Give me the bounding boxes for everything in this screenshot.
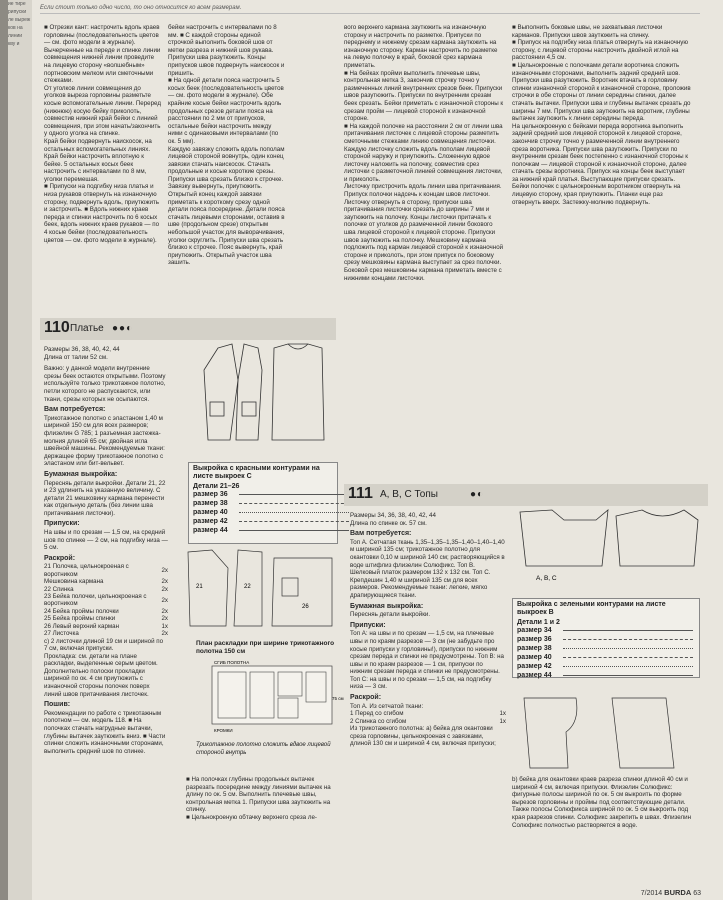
text-column-1-top: ■ Отрезки кант: настрочить вдоль краев горловины (последовательность цветов — см. фото модели в журнале). Вычерченные на переде и спинке линии совмещения нижней линии проведите на лицевую сторону «волшебным» портновским мелком или сметочными стежками. От уголков линии совмещения до уголков выреза горловины разметьте косые вспомогательные линии. Переред (нижнюю) косую бейку приколоть, совместив нижний край бейки с линией совмещения, при этом начать/закончить у одного уголка на спинке. Край бейки подвернуть наискосок, на остальных вспомогательных линиях. Край бейки настрочить вплотную к бейке. 5 остальных косых беек настрочить с интервалами по 8 мм, уголки перемешая. ■ Припуски на подгибку низа платья и низа рукавов отвернуть на изнаночную сторону, подвернуть вдоль, приутюжить и застрочить. ■ Вдоль нижних краев переда и спинки настрочить по 6 косых беек, вдоль нижних краев рукавов — по 4 косые бейки (последовательность цветов — см. фото модели в журнале). [44,24,161,244]
layout-plan-diagram [190,660,344,738]
size-42-line: размер 42 [193,517,333,526]
text-column-4-bottom: b) бейка для окантовки краев разреза спинки длиной 40 см и шириной 4 см, включая припуски. Флизелин Солюфикс: фигурные полосы шириной по ок. 5 см выкроить по форме вырезов горловины и проймы под соответствующие детали. Также полосы Солюфикса шириной по ок. 5 см выкроить под края разрезов спинки. Солюфикс закрепить в швах. Флизелин Солюфикс полностью растворяется в воде. [512,776,692,829]
pattern-pieces-drawing [182,548,340,628]
running-header: Если стоит только одно число, то оно относится ко всем размерам. [40,5,700,14]
svg-text:22: 22 [244,584,251,590]
model-110-instructions: Размеры 36, 38, 40, 42, 44 Длина от талии 52 см. Важно: у данной модели внутренние срезы беек остаются открытыми. Поэтому используйте только трикотажное полотно, петли которого не распускаются, или ткани, срезы которых не осыпаются. Вам потребуется: Трикотажное полотно с эластаном 1,40 м шириной 150 см для всех размеров; флизелин G 785; 1 разъемная застежка-молния длиной 65 см; двойная игла швейной машины. Рекомендуемые ткани: держащее форму трикотажное полотно с эластаном или бит-вельвет. Бумажная выкройка: Пересняь детали выкройки. Детали 21, 22 и 23 удлинить на указанную величину. С детали 21 мешковину кармана перенести как отдельную деталь (без линии шва притачивания листочки). Припуски: На швы и по срезам — 1,5 см, на средний шов по спинке — 2 см, на подгибку низа — 5 см. Раскрой: 21 Полочка, цельнокроеная с воротником 2х Мешковина кармана 2х 22 Спинка 2х 23 Бейка полочки, цельнокроеная с воротником 2х 24 Бейка проймы полочки 2х 25 Бейка проймы спинки 2х 26 Левый верхний карман 1х 27 Листочка 2х с) 2 листочки длиной 19 см и шириной по 7 см, включая припуски. Прокладка: см. детали на плане раскладки, выделенные серым цветом. Дополнительно полоски прокладки шириной по ок. 4 см приутюжить с изнаночной стороны полочек поверх линий швов притачивания листочек. Пошив: Рекомендации по работе с трикотажным полотном — см. модель 118. ■ На полочках стачать нагрудные вытачки, глубины вытачек заутюжить вниз. ■ Части спинки сложить изнаночными сторонами, выполнить средний шов по спинке. [44,346,168,755]
vest-technical-drawing [198,340,330,452]
cut-table-111: 1 Перед со сгибом 1х 2 Спинка со сгибом 1х [350,710,506,725]
model-110-header [40,318,336,340]
text-column-4: ■ Выполнить боковые швы, не захватывая листочки карманов. Припуски швов заутюжить на спинку. ■ Припуск на подгибку низа платья отвернуть на изнаночную сторону, с лицевой стороны настрочить двойной иглой на расстоянии 4,5 см. ■ Цельнокроеные с полочками детали воротника сложить изнаночными сторонами, выполнить задний средний шов. Припуски шва разутюжить. Воротник втачать в горловину спинки изнаночной стороной к изнаночной стороне, проложив строчки в обе стороны от линии середины спинки, далее стачать вытачки. Припуски шва и глубины вытачек срезать до ширины 7 мм. Припуски шва заутюжить на воротник, глубины вытачек заутюжить к линии середины переда. На цельнокроеную с бейками переда воротника выполнить задний средний шов лицевой стороной к лицевой стороне, закончив строчку точно у размеченной линии внутреннего среза воротника. Припуски шва разутюжить. Припуски по внутренним срезам беек постепенно с изнаночной стороны к полочкам — лицевой стороной к изнаночной стороне, далее стачать срезы воротника. Припуск на концы беек выступает за нижний край платья. Выступающие припуски срезать. Бейки полочек с цельнокроеным воротником отвернуть на лицевую сторону, края приутюжить. Планки еще раз отвернуть вверх. Застежку-молнию подвернуть. [512,24,691,206]
layout-plan-caption: Трикотажное полотно сложить вдвое лицевой стороной внутрь [196,742,331,756]
text-column-3: вого верхнего кармана заутюжить на изнаночную сторону и настрочить по разметке. Припуски по переднему и нижнему срезам кармана заутюжить на изнаночную сторону. Карман настрочить по разметке на левую полочку в край, боковой срез кармана приметать. ■ На бейках пройми выполнить плечевые швы, контрольная метка 3, закончив строчку точно у размеченных линий внутренних срезов беек. Припуски швов разутюжить. Припуски по внутренним срезам беек срезать. Бейки приметать с изнаночной стороны к срезам пройм — лицевой стороной к изнаночной стороне. ■ На каждой полочке на расстоянии 2 см от линии шва притачивания листочек с лицевой стороны разметить сметочными стежками линию совмещения листочки. Каждую листочку сложить вдоль пополам лицевой стороной наружу и приутюжить. Сложенную вдвое листочку наложить на полочку, совместив срез листочки с разметочной линией совмещения листочки, и приколоть. Листочку пристрочить вдоль линии шва притачивания. Припуск полочки надсечь к концам швов листочки. Листочку отвернуть в сторону, припуски шва притачивания листочки срезать до ширины 7 мм и заутюжить на полочку. Концы листочки притачать к полочке от уголков до размеченной линии бокового шва лицевой стороной к лицевой стороне. Припуски швов заутюжить на полочку. Мешковину кармана подложить под карман лицевой стороной к изнаночной стороне и приколоть, при этом припуск по боковому срезу мешковины кармана выступает за срез полочки. Боковой срез мешковины кармана приметать вместе с нижними концами листочки. [344,24,504,282]
pattern-contour-legend-green: Выкройка с зелеными контурами на листе выкроек В Детали 1 и 2 размер 34 размер 36 размер 38 размер 40 размер 42 размер 44 [512,598,700,678]
text-column-2-bottom: ■ На полочках глубины продольных вытачек разрезать посередине между линиями вытачек на длину по ок. 5 см. Выполнить плечевые швы, контрольная метка 1. Припуски шва заутюжить на спинку. ■ Цельнокроеную обтачку верхнего среза ле- [186,776,331,821]
model-111-instructions: Размеры 34, 36, 38, 40, 42, 44 Длина по спинке ок. 57 см. Вам потребуется: Топ А. Сетчатая ткань 1,35–1,35–1,35–1,40–1,40–1,40 м шириной 135 см; трикотажное полотно для окантовки 0,10 м шириной 140 см; растворяющийся в воде штифлиз флизелин Солюфикс. Топ В. Шелковый платок размером 132 x 132 см. Топ С. Крепдешин 1,40 м шириной 135 см для всех размеров. Рекомендуемые ткани: легкие, мягко драпирующиеся ткани. Бумажная выкройка: Пересняь детали выкройки. Припуски: Топ А: на швы и по срезам — 1,5 см, на плечевые швы и по краям разрезов — 3 см (не забудьте про косые припуски у горловины!), припуски по нижним срезам переда и спинки не предусмотрены. Топ В: на швы и по краям разрезов — 1 см, припуски по нижним срезам переда и спинки не предусмотрены. Топ С: на швы и по срезам — 1,5 см, на подгибку низа — 3 см. Раскрой: Топ А. Из сетчатой ткани: 1 Перед со сгибом 1х 2 Спинка со сгибом 1х Из трикотажного полотна: а) бейка для окантовки среза горловины, цельнокроеная с завязками, длиной 130 см и шириной 4 см, включая припуски; [350,512,506,748]
model-number: 110 [44,319,70,336]
svg-text:СГИБ ПОЛОТНА: СГИБ ПОЛОТНА [214,660,250,665]
top-pattern-pieces [516,692,696,772]
model-title: Платье [70,323,104,334]
svg-text:75 см: 75 см [332,696,344,701]
svg-text:КРОМКИ: КРОМКИ [214,728,233,733]
svg-text:26: 26 [302,604,309,610]
layout-plan-title: План раскладки при ширине трикотажного полотна 150 см [196,640,335,655]
pattern-contour-legend-red: Выкройка с красными контурами на листе выкроек С Детали 21–26 размер 36 размер 38 размер 40 размер 42 размер 44 [188,462,338,544]
size-36-line: размер 36 [193,490,333,499]
tops-technical-drawing [512,506,702,586]
svg-text:21: 21 [196,584,203,590]
size-38-line: размер 38 [193,499,333,508]
previous-page-edge: ие тире рипуски ле выреж ков на линии кву и [8,0,32,900]
size-44-line: размер 44 [193,526,333,535]
model-111-header: 111 А, В, С Топы ●◐ [344,484,708,506]
page-footer: 7/2014 BURDA 63 [640,888,701,897]
text-column-2-top: бейки настрочить с интервалами по 8 мм. ■ С каждой стороны единой строчкой выполнить боковой шов от метки разреза и нижний шов рукава. Припуски шва разутюжить. Концы припусков швов подвернуть наискосок и пришить. ■ На одной детали пояса настрочить 5 косых беек (последовательность цветов — см. фото модели в журнале). Обе крайние косые бейки настрочить вдоль продольных срезов детали пояса на расстоянии по 2 мм от припусков, остальные бейки настрочить между ними с одинаковыми интервалами (по ок. 5 мм). Каждую завязку сложить вдоль пополам лицевой стороной вовнутрь, один конец завязки стачать наискосок. Стачать продольные и косые короткие срезы. Припуски шва срезать близко к строчке. Завязку вывернуть, приутюжить. Открытый конец каждой завязки приметать к короткому срезу одной детали пояса посередине. Детали пояса стачать лицевыми сторонами, оставив в шве (продольном срезе) открытым небольшой участок для выворачивания, уголки скруглить. Припуски шва срезать близко к строчке. Пояс вывернуть, край приутюжить. Открытый участок шва зашить. [168,24,285,267]
size-40-line: размер 40 [193,508,333,517]
cut-table-110: 21 Полочка, цельнокроеная с воротником 2х Мешковина кармана 2х 22 Спинка 2х 23 Бейка полочки, цельнокроеная с воротником 2х 24 Бейка проймы полочки 2х 25 Бейка проймы спинки 2х 26 Левый верхний карман 1х 27 Листочка 2х [44,563,168,638]
difficulty-dots: ●●◐ [112,323,134,334]
svg-text:А, В, С: А, В, С [536,575,557,582]
page-gutter [0,0,8,900]
